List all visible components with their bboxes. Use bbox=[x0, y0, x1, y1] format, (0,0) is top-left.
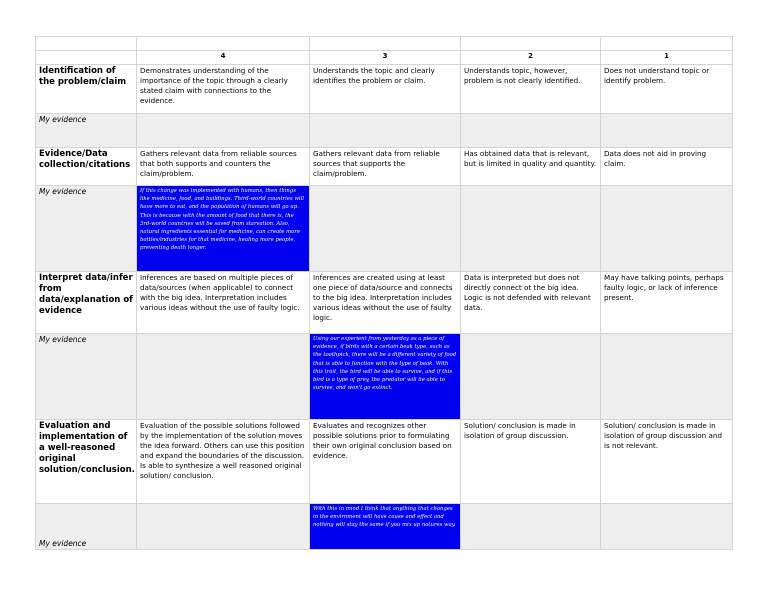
level-2-description[interactable]: Data is interpreted but does not directly connect ot the big idea. Logic is not defended with relevant data. bbox=[461, 272, 601, 334]
cell-blank[interactable] bbox=[137, 37, 310, 51]
cell-blank[interactable] bbox=[601, 37, 733, 51]
header-level-4[interactable]: 4 bbox=[137, 51, 310, 65]
level-2-description[interactable]: Has obtained data that is relevant, but is limited in quality and quantity. bbox=[461, 148, 601, 186]
evidence-cell[interactable] bbox=[461, 186, 601, 272]
criterion-label[interactable]: Identification of the problem/claim bbox=[36, 65, 137, 114]
evidence-label[interactable]: My evidence bbox=[36, 334, 137, 420]
evidence-cell[interactable] bbox=[310, 114, 461, 148]
level-4-description[interactable]: Evaluation of the possible solutions followed by the implementation of the solution moves the idea forward. Others can use this position and expand the boundaries of the discussion. Is able to synthesize a well reasoned original solution/ conclusion. bbox=[137, 420, 310, 504]
evidence-response[interactable]: Using our experient from yesterday as a piece of evidence, if birds with a certain beak type, such as the toothpick, there will be a different variety of food that is able to function with the type of beak. With this trait, the bird will be able to survive, and if this bird is a type of prey, the predator will be able to survive, and won't go extinct. bbox=[310, 334, 461, 420]
evidence-cell[interactable] bbox=[137, 504, 310, 550]
evidence-label[interactable]: My evidence bbox=[36, 186, 137, 272]
evidence-cell[interactable] bbox=[601, 186, 733, 272]
evidence-cell[interactable] bbox=[601, 114, 733, 148]
criterion-label[interactable]: Evaluation and implementation of a well-reasoned original solution/conclusion. bbox=[36, 420, 137, 504]
evidence-cell[interactable] bbox=[461, 114, 601, 148]
evidence-cell[interactable] bbox=[461, 334, 601, 420]
header-level-3[interactable]: 3 bbox=[310, 51, 461, 65]
criterion-row bbox=[36, 420, 733, 504]
level-1-description[interactable]: May have talking points, perhaps faulty logic, or lack of inference present. bbox=[601, 272, 733, 334]
evidence-row bbox=[36, 114, 733, 148]
level-4-description[interactable]: Demonstrates understanding of the importance of the topic through a clearly stated claim with connections to the evidence. bbox=[137, 65, 310, 114]
evidence-label[interactable]: My evidence bbox=[36, 114, 137, 148]
level-1-description[interactable]: Data does not aid in proving claim. bbox=[601, 148, 733, 186]
evidence-cell[interactable] bbox=[137, 114, 310, 148]
evidence-row bbox=[36, 504, 733, 550]
evidence-row bbox=[36, 186, 733, 272]
level-1-description[interactable]: Solution/ conclusion is made in isolation of group discussion and is not relevant. bbox=[601, 420, 733, 504]
criterion-row bbox=[36, 272, 733, 334]
evidence-cell[interactable] bbox=[137, 334, 310, 420]
evidence-cell[interactable] bbox=[601, 504, 733, 550]
cell-blank[interactable] bbox=[310, 37, 461, 51]
level-3-description[interactable]: Inferences are created using at least one piece of data/source and connects to the big idea. Interpretation includes various ideas without the use of faulty logic. bbox=[310, 272, 461, 334]
header-corner[interactable] bbox=[36, 51, 137, 65]
level-3-description[interactable]: Understands the topic and clearly identifies the problem or claim. bbox=[310, 65, 461, 114]
cell-blank[interactable] bbox=[36, 37, 137, 51]
level-4-description[interactable]: Inferences are based on multiple pieces of data/sources (when applicable) to connect with the big idea. Interpretation includes various ideas without the use of faulty logic. bbox=[137, 272, 310, 334]
level-2-description[interactable]: Solution/ conclusion is made in isolation of group discussion. bbox=[461, 420, 601, 504]
evidence-cell[interactable] bbox=[310, 186, 461, 272]
evidence-cell[interactable] bbox=[461, 504, 601, 550]
criterion-row bbox=[36, 148, 733, 186]
evidence-response[interactable]: If this change was implemented with humans, then things like medicine, food, and buildings. Third-world countries will have more to eat, and the population of humans will go up. This is because with the amount of food that there is, the 3rd-world countries will be saved from starvation. Also, natural ingredients essential for medicine, can create more bottles/industries for that medicine, healing more people, preventing death longer. bbox=[137, 186, 310, 272]
level-3-description[interactable]: Evaluates and recognizes other possible solutions prior to formulating their own original conclusion based on evidence. bbox=[310, 420, 461, 504]
level-2-description[interactable]: Understands topic, however, problem is not clearly identified. bbox=[461, 65, 601, 114]
criterion-label[interactable]: Interpret data/infer from data/explanation of evidence bbox=[36, 272, 137, 334]
level-1-description[interactable]: Does not understand topic or identify problem. bbox=[601, 65, 733, 114]
criterion-row bbox=[36, 65, 733, 114]
level-4-description[interactable]: Gathers relevant data from reliable sources that both supports and counters the claim/problem. bbox=[137, 148, 310, 186]
criterion-label[interactable]: Evidence/Data collection/citations bbox=[36, 148, 137, 186]
evidence-cell[interactable] bbox=[601, 334, 733, 420]
blank-top-row bbox=[36, 37, 733, 51]
rubric-table bbox=[35, 36, 733, 550]
header-level-2[interactable]: 2 bbox=[461, 51, 601, 65]
evidence-response[interactable]: With this in mind I think that anything that changes in the envirnment will have cause and effect and nothing will stay the same if you mix up natures way. bbox=[310, 504, 461, 550]
header-level-1[interactable]: 1 bbox=[601, 51, 733, 65]
level-3-description[interactable]: Gathers relevant data from reliable sources that supports the claim/problem. bbox=[310, 148, 461, 186]
header-row bbox=[36, 51, 733, 65]
evidence-label[interactable]: My evidence bbox=[36, 504, 137, 550]
evidence-row bbox=[36, 334, 733, 420]
cell-blank[interactable] bbox=[461, 37, 601, 51]
